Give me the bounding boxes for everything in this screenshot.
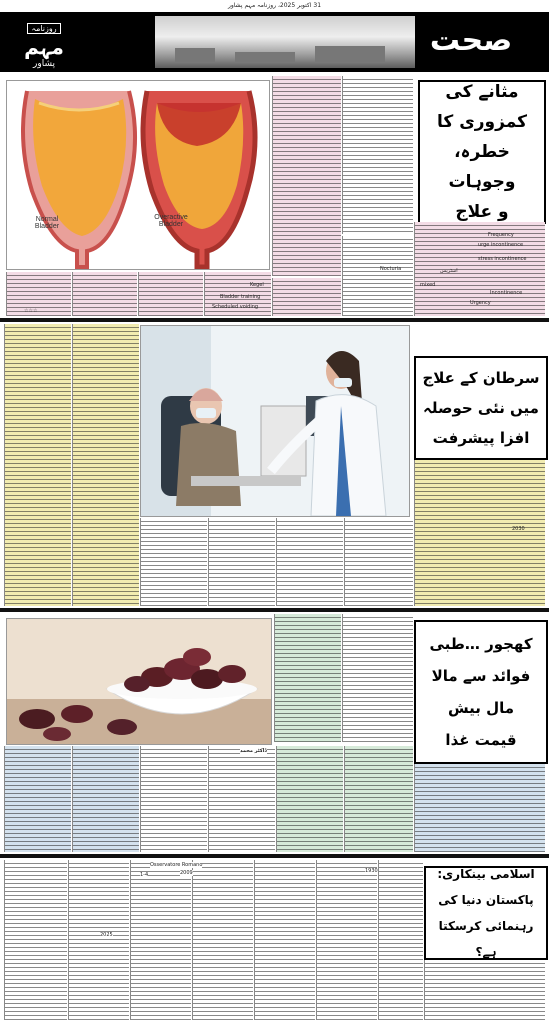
cancer-headline-line1: سرطان کے علاج: [422, 369, 540, 387]
dates-text-column-7: [276, 746, 343, 852]
banking-text-column-1: [4, 860, 67, 1020]
dates-photo: [6, 618, 272, 745]
dates-headline-line1: کھجور …طبی: [429, 635, 533, 653]
bladder-text-column-3: [342, 236, 413, 316]
banking-headline-line1: اسلامی بینکاری:: [437, 867, 535, 881]
banking-text-column-4: [192, 860, 253, 1020]
dates-text-column-9: [414, 764, 545, 852]
bladder-text-column-9: [272, 278, 341, 316]
section-divider-1: [0, 318, 549, 322]
cancer-headline-line3: افزا پیشرفت: [432, 429, 530, 447]
cancer-text-column-5: [208, 518, 275, 606]
term-scheduled-voiding: Scheduled voiding: [212, 304, 259, 310]
banking-text-column-5: [254, 860, 315, 1020]
dates-text-column-3: [4, 746, 71, 852]
dates-text-column-5: [140, 746, 207, 852]
dates-text-column-6: [208, 746, 275, 852]
overactive-bladder-label: Overactive Bladder: [154, 214, 188, 228]
bladder-text-column-6: [72, 272, 137, 316]
dates-headline-line4: قیمت غذا: [445, 731, 517, 749]
bladder-end-marks: ☆☆☆: [24, 308, 38, 314]
term-2009: 2009: [180, 870, 193, 876]
cancer-text-column-6: [276, 518, 343, 606]
dates-text-column-2: [342, 614, 413, 742]
term-kegel: Kegel: [250, 282, 264, 288]
newspaper-logo: [8, 16, 80, 69]
section-divider-2: [0, 608, 549, 612]
dates-headline-line3: مال بیش: [447, 699, 515, 717]
dates-text-column-8: [344, 746, 413, 852]
cancer-text-column-2: [72, 324, 139, 606]
logo-line1: روزنامہ: [27, 23, 60, 34]
bladder-headline-line3: خطرہ، وجوہات: [448, 142, 516, 192]
term-bladder-training: Bladder training: [220, 294, 261, 300]
term-stress-incontinence: stress incontinence: [478, 256, 527, 262]
normal-bladder-label: Normal Bladder: [34, 216, 60, 230]
bladder-text-column-1: [272, 76, 341, 276]
cancer-text-column-3: [414, 460, 545, 606]
bladder-text-column-7: [138, 272, 203, 316]
banking-text-column-2: [68, 860, 129, 1020]
banking-headline: [424, 866, 548, 960]
term-incontinence: Incontinence: [490, 290, 523, 296]
term-mixed: mixed: [420, 282, 436, 288]
banking-headline-line2: پاکستان دنیا کی: [438, 893, 534, 907]
bladder-illustration: [6, 80, 270, 270]
section-title: صحت: [429, 23, 513, 58]
logo-line3: پشاور: [33, 59, 55, 69]
term-nocturia: Nocturia: [380, 266, 402, 272]
cancer-text-column-4: [140, 518, 207, 606]
term-2030: 2030: [512, 526, 525, 532]
logo-line2: مہم: [24, 35, 64, 59]
masthead-photo: [155, 16, 415, 68]
bladder-text-column-2: [342, 76, 413, 234]
section-divider-3: [0, 854, 549, 858]
bladder-headline-line2: کمزوری کا: [437, 112, 527, 132]
cancer-treatment-photo: [140, 325, 410, 517]
cancer-text-column-1: [4, 324, 71, 606]
term-stress: اسٹریس: [440, 268, 458, 274]
dates-text-column-4: [72, 746, 139, 852]
dates-text-column-1: [274, 614, 341, 742]
banking-headline-line3: رہنمائی کرسکتا ہے؟: [438, 919, 534, 959]
cancer-headline: [414, 356, 548, 460]
term-urgency: Urgency: [470, 300, 491, 306]
cancer-text-column-7: [344, 518, 413, 606]
dates-headline: [414, 620, 548, 764]
term-2025: 2025: [100, 932, 113, 938]
term-1930: 1930: [365, 868, 378, 874]
banking-text-column-8: [424, 960, 545, 1020]
term-urge-incontinence: urge incontinence: [478, 242, 524, 248]
bladder-headline-line4: و علاج: [455, 202, 509, 222]
term-frequency: Frequency: [488, 232, 514, 238]
banking-text-column-6: [316, 860, 377, 1020]
cancer-headline-line2: میں نئی حوصلہ: [423, 399, 539, 417]
dates-headline-line2: فوائد سے مالا: [431, 667, 531, 685]
bladder-text-column-5: [6, 272, 71, 316]
term-1-4: 1-4: [140, 872, 149, 878]
banking-text-column-7: [378, 860, 423, 1020]
banking-text-column-3: [130, 860, 191, 1020]
bladder-headline: [418, 80, 546, 224]
date-line: 31 اکتوبر 2025، روزنامہ مہم پشاور: [227, 2, 322, 9]
term-osservatore: Osservatore Romano: [150, 862, 203, 868]
bladder-headline-line1: مثانے کی: [445, 82, 519, 102]
dates-byline: ڈاکٹر محمد: [240, 748, 267, 754]
